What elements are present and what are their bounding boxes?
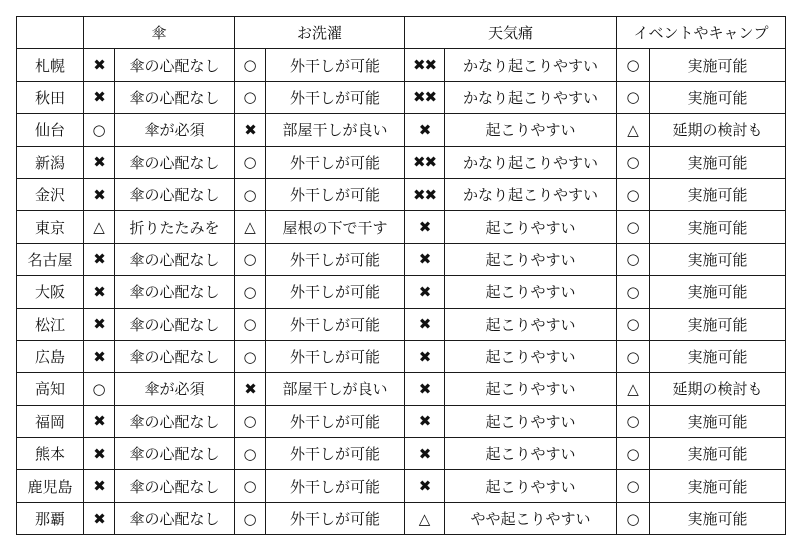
laundry-symbol: ✖	[235, 114, 266, 146]
umbrella-text: 傘の心配なし	[115, 438, 235, 470]
umbrella-text: 傘の心配なし	[115, 502, 235, 534]
headache-text: 起こりやすい	[445, 114, 617, 146]
city-cell: 福岡	[17, 405, 84, 437]
event-text: 実施可能	[650, 81, 786, 113]
event-symbol: △	[617, 114, 650, 146]
headache-text: 起こりやすい	[445, 438, 617, 470]
table-row	[17, 81, 786, 113]
event-symbol: ○	[617, 146, 650, 178]
event-symbol: ○	[617, 470, 650, 502]
headache-text: 起こりやすい	[445, 405, 617, 437]
table-row	[17, 178, 786, 210]
headache-text: 起こりやすい	[445, 470, 617, 502]
laundry-symbol: ○	[235, 308, 266, 340]
laundry-text: 外干しが可能	[266, 49, 405, 81]
laundry-symbol: ✖	[235, 373, 266, 405]
city-cell: 高知	[17, 373, 84, 405]
table-row	[17, 114, 786, 146]
headache-symbol: ✖	[405, 438, 445, 470]
headache-symbol: ✖	[405, 308, 445, 340]
header-laundry: お洗濯	[235, 17, 405, 49]
headache-symbol: ✖✖	[405, 146, 445, 178]
table-row	[17, 146, 786, 178]
umbrella-text: 傘が必須	[115, 114, 235, 146]
headache-text: 起こりやすい	[445, 373, 617, 405]
event-text: 実施可能	[650, 470, 786, 502]
laundry-symbol: ○	[235, 146, 266, 178]
laundry-text: 外干しが可能	[266, 405, 405, 437]
city-cell: 名古屋	[17, 243, 84, 275]
laundry-symbol: ○	[235, 405, 266, 437]
umbrella-symbol: ○	[84, 114, 115, 146]
event-symbol: ○	[617, 211, 650, 243]
headache-symbol: ✖	[405, 211, 445, 243]
laundry-text: 外干しが可能	[266, 340, 405, 372]
event-text: 実施可能	[650, 276, 786, 308]
umbrella-symbol: ✖	[84, 178, 115, 210]
event-symbol: ○	[617, 276, 650, 308]
table-row	[17, 340, 786, 372]
table-row	[17, 470, 786, 502]
table-row	[17, 276, 786, 308]
laundry-text: 外干しが可能	[266, 308, 405, 340]
umbrella-symbol: ✖	[84, 340, 115, 372]
event-symbol: ○	[617, 178, 650, 210]
umbrella-symbol: ✖	[84, 470, 115, 502]
headache-symbol: ✖✖	[405, 178, 445, 210]
laundry-symbol: ○	[235, 49, 266, 81]
umbrella-symbol: ✖	[84, 405, 115, 437]
laundry-text: 外干しが可能	[266, 146, 405, 178]
umbrella-text: 折りたたみを	[115, 211, 235, 243]
header-corner	[17, 17, 84, 49]
umbrella-symbol: ✖	[84, 81, 115, 113]
headache-symbol: △	[405, 502, 445, 534]
umbrella-text: 傘の心配なし	[115, 308, 235, 340]
forecast-table	[16, 16, 786, 535]
headache-symbol: ✖	[405, 470, 445, 502]
city-cell: 新潟	[17, 146, 84, 178]
laundry-text: 外干しが可能	[266, 178, 405, 210]
city-cell: 松江	[17, 308, 84, 340]
umbrella-text: 傘の心配なし	[115, 276, 235, 308]
header-row	[17, 17, 786, 49]
laundry-text: 外干しが可能	[266, 243, 405, 275]
laundry-text: 部屋干しが良い	[266, 114, 405, 146]
umbrella-symbol: ✖	[84, 502, 115, 534]
laundry-symbol: ○	[235, 81, 266, 113]
table-row	[17, 243, 786, 275]
event-symbol: △	[617, 373, 650, 405]
umbrella-symbol: ✖	[84, 49, 115, 81]
headache-text: 起こりやすい	[445, 308, 617, 340]
laundry-text: 外干しが可能	[266, 438, 405, 470]
headache-text: かなり起こりやすい	[445, 49, 617, 81]
umbrella-symbol: △	[84, 211, 115, 243]
table-row	[17, 308, 786, 340]
event-symbol: ○	[617, 308, 650, 340]
laundry-symbol: ○	[235, 178, 266, 210]
city-cell: 大阪	[17, 276, 84, 308]
laundry-symbol: ○	[235, 470, 266, 502]
table-row	[17, 211, 786, 243]
laundry-text: 外干しが可能	[266, 470, 405, 502]
event-symbol: ○	[617, 438, 650, 470]
laundry-text: 部屋干しが良い	[266, 373, 405, 405]
header-events: イベントやキャンプ	[617, 17, 786, 49]
event-text: 実施可能	[650, 211, 786, 243]
umbrella-symbol: ✖	[84, 243, 115, 275]
laundry-symbol: ○	[235, 276, 266, 308]
laundry-text: 屋根の下で干す	[266, 211, 405, 243]
headache-text: かなり起こりやすい	[445, 178, 617, 210]
event-text: 実施可能	[650, 405, 786, 437]
headache-text: 起こりやすい	[445, 211, 617, 243]
city-cell: 仙台	[17, 114, 84, 146]
event-text: 実施可能	[650, 502, 786, 534]
event-symbol: ○	[617, 81, 650, 113]
laundry-text: 外干しが可能	[266, 276, 405, 308]
headache-symbol: ✖✖	[405, 49, 445, 81]
city-cell: 東京	[17, 211, 84, 243]
umbrella-symbol: ○	[84, 373, 115, 405]
umbrella-text: 傘の心配なし	[115, 340, 235, 372]
table-row	[17, 438, 786, 470]
laundry-text: 外干しが可能	[266, 81, 405, 113]
city-cell: 熊本	[17, 438, 84, 470]
laundry-text: 外干しが可能	[266, 502, 405, 534]
event-symbol: ○	[617, 405, 650, 437]
event-text: 実施可能	[650, 178, 786, 210]
headache-symbol: ✖✖	[405, 81, 445, 113]
event-text: 実施可能	[650, 146, 786, 178]
table-row	[17, 373, 786, 405]
umbrella-symbol: ✖	[84, 146, 115, 178]
umbrella-text: 傘の心配なし	[115, 49, 235, 81]
event-symbol: ○	[617, 502, 650, 534]
laundry-symbol: ○	[235, 438, 266, 470]
umbrella-text: 傘の心配なし	[115, 470, 235, 502]
event-text: 実施可能	[650, 49, 786, 81]
header-headache: 天気痛	[405, 17, 617, 49]
city-cell: 那覇	[17, 502, 84, 534]
event-text: 延期の検討も	[650, 114, 786, 146]
event-text: 実施可能	[650, 340, 786, 372]
headache-text: かなり起こりやすい	[445, 81, 617, 113]
headache-symbol: ✖	[405, 373, 445, 405]
event-symbol: ○	[617, 243, 650, 275]
umbrella-text: 傘の心配なし	[115, 146, 235, 178]
umbrella-text: 傘の心配なし	[115, 178, 235, 210]
event-symbol: ○	[617, 49, 650, 81]
laundry-symbol: ○	[235, 243, 266, 275]
umbrella-symbol: ✖	[84, 276, 115, 308]
laundry-symbol: ○	[235, 340, 266, 372]
event-text: 実施可能	[650, 308, 786, 340]
table-row	[17, 49, 786, 81]
umbrella-text: 傘が必須	[115, 373, 235, 405]
city-cell: 札幌	[17, 49, 84, 81]
city-cell: 鹿児島	[17, 470, 84, 502]
headache-text: やや起こりやすい	[445, 502, 617, 534]
headache-symbol: ✖	[405, 276, 445, 308]
umbrella-text: 傘の心配なし	[115, 243, 235, 275]
event-text: 実施可能	[650, 243, 786, 275]
city-cell: 金沢	[17, 178, 84, 210]
headache-text: 起こりやすい	[445, 243, 617, 275]
event-symbol: ○	[617, 340, 650, 372]
headache-text: 起こりやすい	[445, 340, 617, 372]
city-cell: 広島	[17, 340, 84, 372]
table-body	[17, 49, 786, 535]
table-row	[17, 502, 786, 534]
city-cell: 秋田	[17, 81, 84, 113]
headache-symbol: ✖	[405, 114, 445, 146]
umbrella-text: 傘の心配なし	[115, 81, 235, 113]
laundry-symbol: ○	[235, 502, 266, 534]
umbrella-symbol: ✖	[84, 438, 115, 470]
headache-symbol: ✖	[405, 340, 445, 372]
headache-text: かなり起こりやすい	[445, 146, 617, 178]
header-umbrella: 傘	[84, 17, 235, 49]
laundry-symbol: △	[235, 211, 266, 243]
table-row	[17, 405, 786, 437]
umbrella-text: 傘の心配なし	[115, 405, 235, 437]
event-text: 延期の検討も	[650, 373, 786, 405]
event-text: 実施可能	[650, 438, 786, 470]
headache-text: 起こりやすい	[445, 276, 617, 308]
headache-symbol: ✖	[405, 405, 445, 437]
umbrella-symbol: ✖	[84, 308, 115, 340]
headache-symbol: ✖	[405, 243, 445, 275]
